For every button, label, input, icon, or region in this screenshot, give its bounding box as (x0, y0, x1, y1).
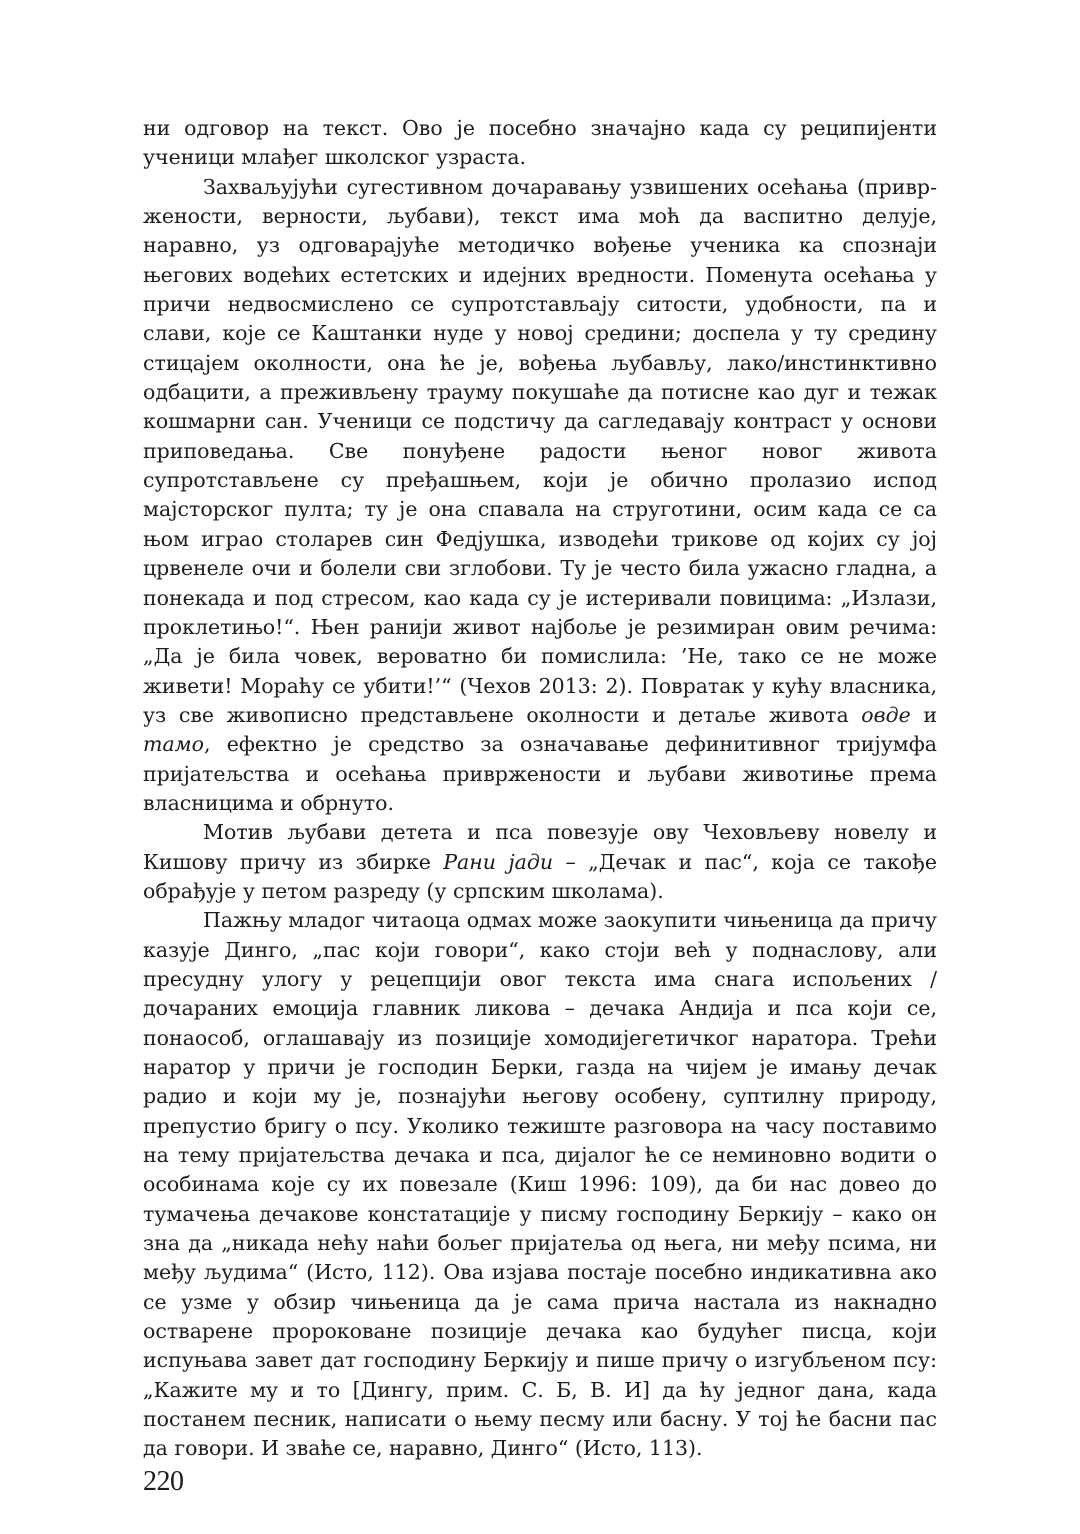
paragraph-text: Пажњу младог читаоца одмах може заокупити чињеница да причу казује Динго, „пас који говори“, како стоји већ у поднаслову, али пресудну улогу у рецепцији овог текста има снага испољених /дочараних емоција главник ликова – дечака Андија и пса који се, понаособ, оглашавају из позиције хомодијегетичког наратора. Трећи наратор у причи је господин Берки, газда на чијем је имању дечак радио и који му је, познајући његову особену, суптилну природу, препустио бригу о псу. Уколико тежиште разговора на часу поставимо на тему пријатељства дечака и пса, дијалог ће се неминовно водити о особинама које су их повезале (Киш 1996: 109), да би нас довео до тумачења дечакове констатације у писму господину Беркију – како он зна да „никада нећу наћи бољег пријатеља од њега, ни међу псима, ни међу људима“ (Исто, 112). Ова изјава постаје посебно индикативна ако се узме у обзир чињеница да је сама прича настала из накнадно остварене пророковане позиције дечака као будућег писца, који испуњава завет дат господину Беркију и пише причу о изгубљеном псу: „Кажите му и то [Дингу, прим. С. Б, В. И] да ћу једног дана, када постанем песник, написати о њему песму или басну. У тој ће басни пас да говори. И зваће се, наравно, Динго“ (Исто, 113). (143, 908, 937, 1461)
paragraph (143, 173, 937, 819)
paragraph-text: ни одговор на текст. Ово је посебно значајно када су реципијенти ученици млађег школског узраста. (143, 116, 937, 170)
paragraph (143, 906, 937, 1464)
paragraph-text: Мотив љубави детета и пса повезује ову Чеховљеву новелу и Кишову причу из збирке (143, 820, 937, 874)
page-number: 220 (143, 1466, 184, 1497)
paragraph-text: , ефектно је средство за означавање дефинитивног тријумфа пријатељства и осећања привржености и љубави животиње према власницима и обрнуто. (143, 732, 937, 815)
paragraph-continuation (143, 114, 937, 173)
italic-term: тамо (143, 732, 204, 757)
body-text (143, 114, 937, 1464)
paragraph-text: – „Дечак и пас“, која се такође обрађује у петом разреду (у српским школама). (143, 849, 938, 903)
paragraph (143, 818, 937, 906)
paragraph-text: Захваљујући сугестивном дочаравању узвишених осећања (привржености, верности, љубави), текст има моћ да васпитно делује, наравно, уз одговарајуће методичко вођење ученика ка спознаји његових водећих естетских и идејних вредности. Поменута осећања у причи недвосмислено се супротстављају ситости, удобности, па и слави, које се Каштанки нуде у новој средини; доспела у ту средину стицајем околности, она ће је, вођења љубављу, лако/инстинктивно одбацити, а преживљену трауму покушаће да потисне као дуг и тежак кошмарни сан. Ученици се подстичу да сагледавају контраст у основи приповедања. Све понуђене радости њеног новог живота супротстављене су пређашњем, који је обично пролазио испод мајсторског пулта; ту је она спавала на струготини, осим када се са њом играо столарев син Федјушка, изводећи трикове од којих су јој црвенеле очи и болели сви зглобови. Ту је често била ужасно гладна, а понекада и под стресом, као када су је истеривали повицима: „Излази, проклетињо!“. Њен ранији живот најбоље је резимиран овим речима: „Да је била човек, вероватно би помислила: ’Не, тако се не може живети! Мораћу се убити!’“ (Чехов 2013: 2). Повратак у кућу власника, уз све живописно представљене околности и детаље живота (143, 174, 937, 727)
italic-term: овде (861, 702, 911, 727)
paragraph-text: и (910, 702, 937, 727)
book-title: Рани јади (443, 849, 554, 874)
